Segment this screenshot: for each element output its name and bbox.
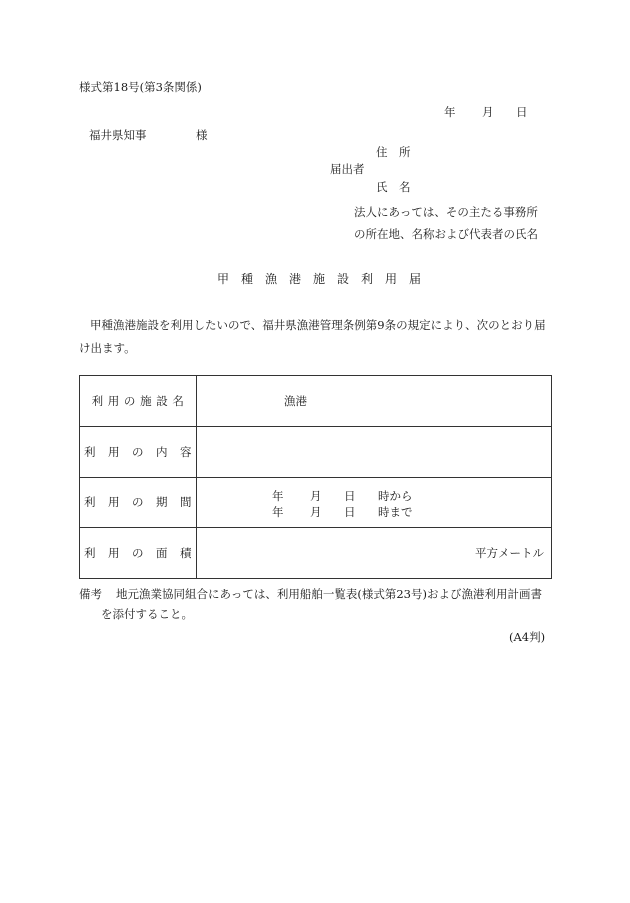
usage-area-cell[interactable] <box>197 528 552 579</box>
facility-name-cell[interactable] <box>197 376 552 427</box>
applicant-label: 届出者 <box>330 162 365 176</box>
date-year-label: 年 <box>444 105 456 119</box>
remarks-label: 備考 <box>79 587 102 601</box>
period-to-month: 月 <box>310 504 322 519</box>
period-to-year: 年 <box>272 504 284 519</box>
area-unit: 平方メートル <box>475 546 544 561</box>
usage-content-cell[interactable] <box>197 426 552 477</box>
remarks-line2: を添付すること。 <box>101 607 193 621</box>
name-label: 氏 名 <box>376 180 411 194</box>
date-day-label: 日 <box>516 105 528 119</box>
form-number: 様式第18号(第3条関係) <box>79 80 202 94</box>
address-label: 住 所 <box>376 145 411 159</box>
addressee: 福井県知事 <box>89 128 147 142</box>
usage-area-label: 利 用 の 面 積 <box>80 528 197 579</box>
remarks-line1: 地元漁業協同組合にあっては、利用船舶一覧表(様式第23号)および漁港利用計画書 <box>116 587 542 601</box>
usage-period-cell[interactable] <box>197 477 552 528</box>
period-from-year: 年 <box>272 488 284 503</box>
honorific: 様 <box>196 128 208 142</box>
table-row <box>80 477 552 528</box>
corporate-note-line2: の所在地、名称および代表者の氏名 <box>354 227 538 241</box>
period-from-month: 月 <box>310 488 322 503</box>
facility-name-label: 利 用 の 施 設 名 <box>80 376 197 427</box>
document-title: 甲 種 漁 港 施 設 利 用 届 <box>217 272 422 286</box>
usage-table <box>79 375 552 579</box>
period-to-day: 日 <box>344 504 356 519</box>
period-to-suffix: 時まで <box>378 504 413 519</box>
date-month-label: 月 <box>482 105 494 119</box>
body-line2: け出ます。 <box>79 341 136 355</box>
body-line1: 甲種漁港施設を利用したいので、福井県漁港管理条例第9条の規定により、次のとおり届 <box>90 318 546 332</box>
period-from-day: 日 <box>344 488 356 503</box>
table-row <box>80 528 552 579</box>
facility-name-value: 漁港 <box>284 394 307 408</box>
corporate-note-line1: 法人にあっては、その主たる事務所 <box>354 205 538 219</box>
table-row <box>80 426 552 477</box>
period-from-suffix: 時から <box>378 488 413 503</box>
usage-content-label: 利 用 の 内 容 <box>80 426 197 477</box>
paper-size-note: (A4判) <box>509 630 546 644</box>
usage-period-label: 利 用 の 期 間 <box>80 477 197 528</box>
table-row <box>80 376 552 427</box>
